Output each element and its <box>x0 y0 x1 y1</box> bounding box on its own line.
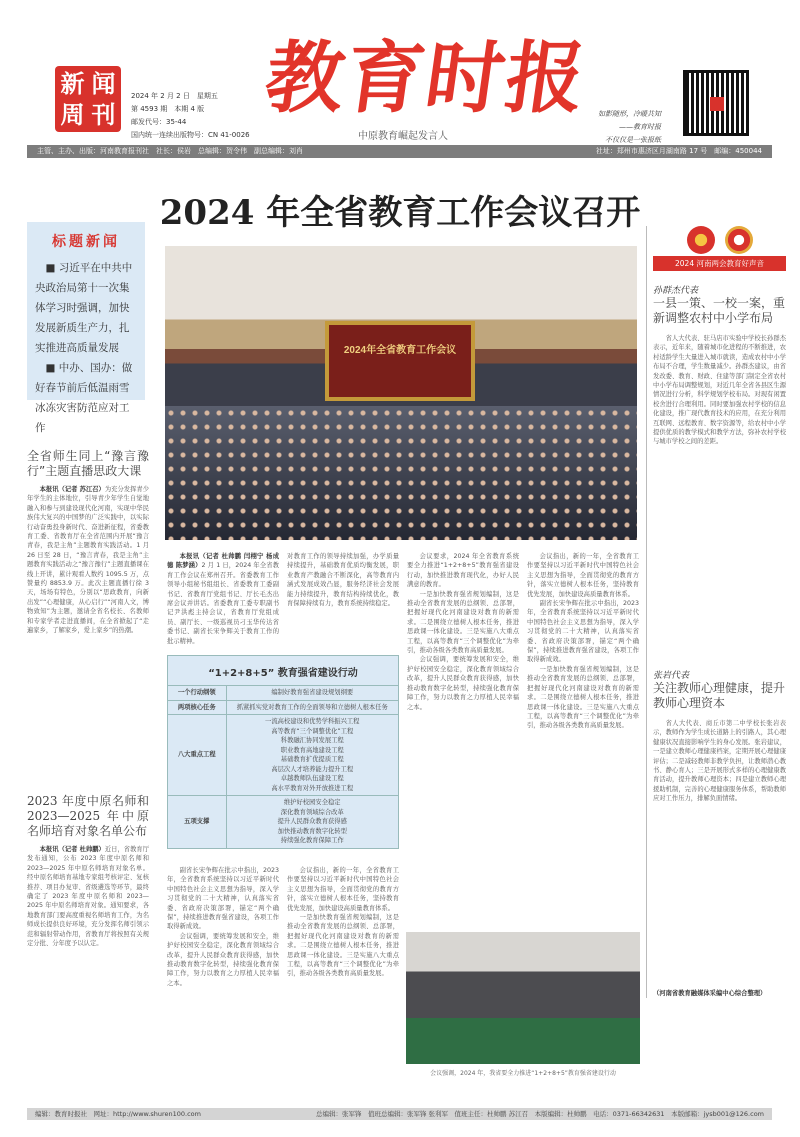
article-body: 副省长宋争辉在批示中指出，2023 年，全省教育系统坚持以习近平新时代中国特色社会主义思想为指导，深入学习贯彻党的二十大精神，认真落实省委、省政府决策部署，锚定“两个确保”，持续推进教育强省建设，各项工作取得新成效。 <box>527 600 639 664</box>
row-key: 两项核心任务 <box>168 700 226 715</box>
row-item: 提升人民群众教育获得感 <box>277 818 347 825</box>
article-body: 副省长宋争辉在批示中指出，2023 年，全省教育系统坚持以习近平新时代中国特色社会主义思想为指导，深入学习贯彻党的二十大精神，认真落实省委、省政府决策部署，锚定“两个确保”，持续推进教育强省建设，各项工作取得新成效。 <box>167 867 279 931</box>
representative-name: 孙群杰代表 <box>653 286 699 296</box>
row-item: 高层次人才培养能力提升工程 <box>271 765 354 773</box>
publisher-info: 主管、主办、出版：河南教育报刊社 社长：侯岩 总编辑：贺令伟 副总编辑：刘肖 <box>37 147 303 155</box>
article-body: 对教育工作的领导持续加强，办学质量持续提升，基础教育优质均衡发展，职业教育产教融合不断深化，高等教育内涵式发展成效凸显，服务经济社会发展能力持续提升，教育结构持续优化，教育保障持续有力，教育系统持续稳定。 <box>287 553 399 608</box>
main-article-col4 <box>527 552 639 922</box>
headlines-box-title: 标题新闻 <box>52 234 120 250</box>
conference-photo <box>165 246 637 540</box>
photo-caption: 会议强调，2024 年，我省要全力推进“1+2+8+5”教育强省建设行动 <box>430 1070 616 1077</box>
article-body: 为充分发挥青少年学生的主体地位，引导青少年学生自觉地融入和参与到建设现代化河南，实现中华民族伟大复兴的中国梦的广泛实践中，以实际行动奋勇投身新时代、奋进新征程，省委教育工委、省教育厅在全省范围内开展“豫言青春，我是主角”主题教育实践活动。1 月 26 日至 28 日，“豫言青春，我是主角”主题教育实践活动之“豫言豫行”主题直播课在线上开讲，累计观看人数约 1095.5 万，点赞量约 8853.9 万。此次主题直播行徐 3 天，场场有特色，分别以“思政教育，向新出发”“心理健康，从心启行”“河南人文，博物致知”为主题，邀请全省名校长、名教师和专家学者走进直播间，在全省掀起了“走遍家乡，了解家乡，爱上家乡”的热潮。 <box>27 486 149 635</box>
article-body: 会议强调，要统筹发展和安全，维护好校园安全稳定，深化教育领域综合改革，提升人民群众教育获得感，加快推动教育数字化转型，持续强化教育保障工作，努力以教育之力厚植人民幸福之本。 <box>407 656 519 711</box>
row-item: 一流高校建设和优势学科振兴工程 <box>265 718 360 725</box>
seal-char: 新 <box>60 69 85 98</box>
main-article-col2b <box>287 866 399 1082</box>
masthead-title: 教育时报 <box>259 33 593 124</box>
article-body: 一是加快教育强省规划编制，这是推动全省教育发展的总纲领、总部署，把握好现代化河南建设对教育的新需求。二是围绕立德树人根本任务，推进思政课一体化建设。三是实施八大重点工程，以高等教育“三个调整优化”为牵引，推动各级各类教育高质量发展。 <box>527 665 639 730</box>
article-body: 一是加快教育强省规划编制，这是推动全省教育发展的总纲领、总部署，把握好现代化河南建设对教育的新需求。二是围绕立德树人根本任务，推进思政课一体化建设。三是实施八大重点工程，以高等教育“三个调整优化”为牵引，推动各级各类教育高质量发展。 <box>407 590 519 655</box>
article-body: 会议强调，要统筹发展和安全，维护好校园安全稳定，深化教育领域综合改革，提升人民群众教育获得感，加快推动教育数字化转型，持续强化教育保障工作，努力以教育之力厚植人民幸福之本。 <box>167 932 279 987</box>
motto-line: 如影随形，冷暖共知 <box>598 110 661 118</box>
motto-line: ——教育时报 <box>619 123 661 131</box>
zhoukan-seal-logo <box>55 66 121 132</box>
issue-number: 第 4593 期 本期 4 版 <box>131 105 205 113</box>
page-headline: 2024 年全省教育工作会议召开 <box>159 193 641 233</box>
article-body: 会议要求，2024 年全省教育系统要全力推进“1+2+8+5”教育强省建设行动，加快推进教育现代化，办好人民满意的教育。 <box>407 553 519 589</box>
headline-item[interactable]: ■ 中办、国办：做好春节前后低温雨雪冰冻灾害防范应对工作 <box>35 362 133 434</box>
stage-screen <box>325 321 475 401</box>
footer-bar <box>27 1108 772 1120</box>
masthead-slogan: 中原教育崛起发言人 <box>358 131 448 142</box>
row-items <box>226 700 398 715</box>
article-body: 近日，省教育厅发布通知，公布 2023 年度中原名师和 2023—2025 年中原名师培育对象名单。经中原名师培育基地专家组考核评定、复核推荐、项目办复审、省级遴选等环节，最终确定了 2023 年度中原名师和 2023—2025 年中原名师培育对象。通知要求，各地教育部门要高度重视名师培育工作，为名师成长提供良好环境，充分发挥名师引领示范和辐射带动作用，省教育厅将按照有关规定分批、分年度予以认定。 <box>27 846 149 948</box>
table-row <box>168 700 398 715</box>
row-item: 卓越教师队伍建设工程 <box>280 775 344 782</box>
seal-char: 周 <box>60 100 85 129</box>
row-item: 高水平教育对外开放推进工程 <box>271 784 354 792</box>
motto <box>598 108 661 147</box>
article-body: 会议指出，新的一年，全省教育工作要坚持以习近平新时代中国特色社会主义思想为指导，全面贯彻党的教育方针，落实立德树人根本任务，坚持教育优先发展，加快建设高质量教育体系。 <box>287 867 399 912</box>
byline: 本报讯（记者 杜帅鹏） <box>39 846 105 853</box>
row-items <box>226 686 398 701</box>
headlines-box <box>27 222 145 434</box>
info-bar <box>27 145 772 158</box>
article-body: 一是加快教育强省规划编制，这是推动全省教育发展的总纲领、总部署，把握好现代化河南建设对教育的新需求。二是围绕立德树人根本任务，推进思政课一体化建设。三是实施八大重点工程，以高等教育“三个调整优化”为牵引，推动各级各类教育高质量发展。 <box>287 914 399 978</box>
article-title[interactable]: 关注教师心理健康，提升教师心理资本 <box>653 681 786 710</box>
main-article-col1b <box>167 866 279 1082</box>
row-items <box>226 715 398 796</box>
left-article-2 <box>27 790 149 1085</box>
table-title: “1+2+8+5” 教育强省建设行动 <box>208 668 358 679</box>
right-column <box>646 226 786 998</box>
seal-char: 刊 <box>91 100 116 129</box>
row-key: 五项支撑 <box>168 796 226 848</box>
footer-website[interactable]: 编辑：教育时报社 网址：http://www.shuren100.com <box>35 1110 201 1118</box>
article-body: 2 月 1 日，2024 年全省教育工作会议在郑州召开。省委教育工作领导小组秘书组组长、省委教育工委副书记、省教育厅党组书记、厅长毛杰出席会议并讲话。省委教育工委专职副书记尹洪彪主持会议，省教育厅党组成员、副厅长、一级巡视员刁玉华传达省委书记、副省长宋争辉关于教育工作的批示精神。 <box>167 562 279 645</box>
row-key: 一个行动纲领 <box>168 686 226 701</box>
byline: 本报讯（记者 苏江召） <box>39 486 105 493</box>
row-item: 科教融汇协同发展工程 <box>280 737 344 744</box>
table-row <box>168 715 398 796</box>
table-row <box>168 686 398 701</box>
row-item: 加快推动教育数字化转型 <box>277 827 347 835</box>
byline: 本报讯（记者 杜帅鹏 闫栩宁 杨成德 陈梦涵） <box>167 553 279 570</box>
meeting-photo <box>406 932 640 1064</box>
row-item: 深化教育领域综合改革 <box>280 808 344 816</box>
main-article-col3 <box>407 552 519 922</box>
row-item: 持续强化教育保障工作 <box>280 837 344 844</box>
row-item: 抓紧抓实党对教育工作的全面领导和立德树人根本任务 <box>236 703 388 711</box>
address-info: 社址：郑州市惠济区月湖南路 17 号 邮编：450044 <box>595 147 762 155</box>
article-title[interactable]: 2023 年度中原名师和 2023—2025 年中原名师培育对象名单公布 <box>27 794 149 838</box>
article-body: 省人大代表、驻马店市实验中学校长孙群杰表示，近年来，随着城市化进程的不断推进，农村适龄学生大量进入城市就读，造成农村中小学布局不合理，学生数量减少。孙群杰建议，由省发改委、教育、财政、住建等部门制定全省农村中小学布局调整规划，对近几年全省各县区生源情况进行分析，科学规划学校布局。对现有闲置校舍进行合理利用。同时要加强农村学校的信息化建设，推广现代教育技术的应用，在充分利用互联网、远程教育、数字资源等，给农村中小学提供优质的教学模式和教学方法，弥补农村学校与城市学校之间的差距。 <box>653 335 786 446</box>
row-item: 编制好教育强省建设规划纲要 <box>271 689 354 696</box>
main-article-col2 <box>287 552 399 646</box>
headline-item[interactable]: ■ 习近平在中共中央政治局第十一次集体学习时强调，加快发展新质生产力，扎实推进高质量发展 <box>35 262 133 354</box>
seal-char: 闻 <box>91 69 116 98</box>
cn-number: 国内统一连续出版物号：CN 41-0026 <box>131 131 250 139</box>
row-item: 基础教育扩优提质工程 <box>280 756 344 763</box>
article-title[interactable]: 全省师生同上“豫言豫行”主题直播思政大课 <box>27 449 149 478</box>
stage-banner: 2024年全省教育工作会议 <box>343 345 457 356</box>
article-body: 会议指出，新的一年，全省教育工作要坚持以习近平新时代中国特色社会主义思想为指导，全面贯彻党的教育方针，落实立德树人根本任务，坚持教育优先发展，加快建设高质量教育体系。 <box>527 553 639 598</box>
postal-code: 邮发代号：35-44 <box>131 118 187 126</box>
qr-code[interactable] <box>683 70 749 136</box>
table-row <box>168 796 398 848</box>
footer-editors: 总编辑：张军锋 值班总编辑：张军锋 张利军 值班主任：杜帅鹏 苏江召 本版编辑：杜帅鹏 电话：0371-66342631 本版邮箱：jysb001@126.com <box>315 1110 764 1118</box>
row-key: 八大重点工程 <box>168 715 226 796</box>
left-article-1 <box>27 445 149 770</box>
article-body: 省人大代表、商丘市第二中学校长张岩表示，教师作为学生成长道路上的引路人，其心理健康状况直接影响学生的身心发展。张岩建议，一是建立教师心理健康档案，定期开展心理健康评估；二是减轻教师非教学负担，让教师潜心教书、静心育人；三是开展形式多样的心理健康教育活动，提升教师心理资本；四是建立教师心理援助机制，完善的心理健康服务体系，帮助教师应对工作压力，排解负面情绪。 <box>653 720 786 803</box>
row-item: 职业教育高地建设工程 <box>280 746 344 754</box>
emblems <box>653 226 786 254</box>
national-emblem-icon <box>687 226 715 254</box>
row-item: 维护好校园安全稳定 <box>283 799 341 806</box>
audience <box>165 406 637 540</box>
main-article-col1 <box>167 552 279 646</box>
motto-line: 不仅仅是一张报纸 <box>605 136 661 144</box>
article-title[interactable]: 一县一策、一校一案，重新调整农村中小学布局 <box>653 296 786 325</box>
source-note: （河南省教育融媒体采编中心综合整理） <box>653 990 767 997</box>
action-plan-table <box>167 655 399 849</box>
row-items <box>226 796 398 848</box>
issue-meta <box>131 90 250 142</box>
cppcc-emblem-icon <box>725 226 753 254</box>
representative-name: 张岩代表 <box>653 671 690 681</box>
section-band: 2024 河南两会教育好声音 <box>653 256 786 271</box>
row-item: 高等教育“三个调整优化”工程 <box>271 727 354 735</box>
issue-date: 2024 年 2 月 2 日 星期五 <box>131 92 218 100</box>
